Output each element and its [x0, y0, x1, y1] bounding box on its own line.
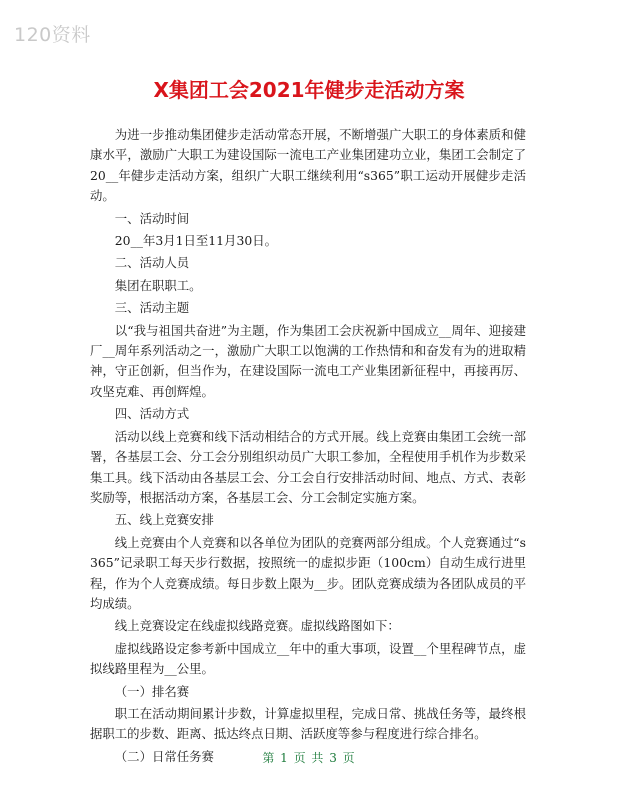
subsection-heading-daily: （二）日常任务赛 — [114, 748, 214, 764]
section-heading-time: 一、活动时间 — [114, 210, 190, 226]
theme-paragraph: 以“我与祖国共奋进”为主题，作为集团工会庆祝新中国成立__周年、迎接建厂__周年系列活动之一，激励广大职工以饱满的工作热情和和奋发有为的进取精神，守正创新，但当作为，在建设国际一流电工产业集团新征程中，再接再厉、攻坚克难、再创辉煌。 — [90, 322, 526, 399]
method-paragraph: 活动以线上竞赛和线下活动相结合的方式开展。线上竞赛由集团工会统一部署，各基层工会、分工会分别组织动员广大职工参加，全程使用手机作为步数采集工具。线下活动由各基层工会、分工会自行安排活动时间、地点、方式、表彰奖励等，根据活动方案，各基层工会、分工会制定实施方案。 — [90, 428, 526, 505]
route-paragraph: 虚拟线路设定参考新中国成立__年中的重大事项，设置__个里程碑节点，虚拟线路里程为__公里。 — [90, 640, 526, 677]
section-heading-theme: 三、活动主题 — [114, 300, 190, 316]
section-heading-method: 四、活动方式 — [114, 406, 190, 422]
subsection-heading-ranking: （一）排名赛 — [114, 683, 190, 699]
watermark-logo: 120资料 — [14, 24, 91, 46]
participants-paragraph: 集团在职职工。 — [114, 277, 202, 293]
ranking-paragraph: 职工在活动期间累计步数，计算虚拟里程，完成日常、挑战任务等，最终根据职工的步数、距离、抵达终点日期、活跃度等参与程度进行综合排名。 — [90, 705, 526, 742]
document-body — [90, 125, 526, 767]
intro-paragraph: 为进一步推动集团健步走活动常态开展，不断增强广大职工的身体素质和健康水平，激励广大职工为建设国际一流电工产业集团建功立业，集团工会制定了20__年健步走活动方案，组织广大职工继续利用“s365”职工运动开展健步走活动。 — [90, 127, 526, 204]
document-title: X集团工会2021年健步走活动方案 — [153, 78, 465, 102]
section-heading-online: 五、线上竞赛安排 — [114, 512, 214, 528]
time-paragraph: 20__年3月1日至11月30日。 — [114, 233, 277, 249]
section-heading-participants: 二、活动人员 — [114, 255, 190, 271]
online-paragraph: 线上竞赛由个人竞赛和以各单位为团队的竞赛两部分组成。个人竞赛通过“s365”记录职工每天步行数据，按照统一的虚拟步距（100cm）自动生成行进里程，作为个人竞赛成绩。每日步数上限为__步。团队竞赛成绩为各团队成员的平均成绩。 — [90, 534, 526, 611]
page-number: 第 1 页 共 3 页 — [262, 751, 356, 765]
route-intro-paragraph: 线上竞赛设定在线虚拟线路竞赛。虚拟线路图如下： — [114, 618, 400, 634]
